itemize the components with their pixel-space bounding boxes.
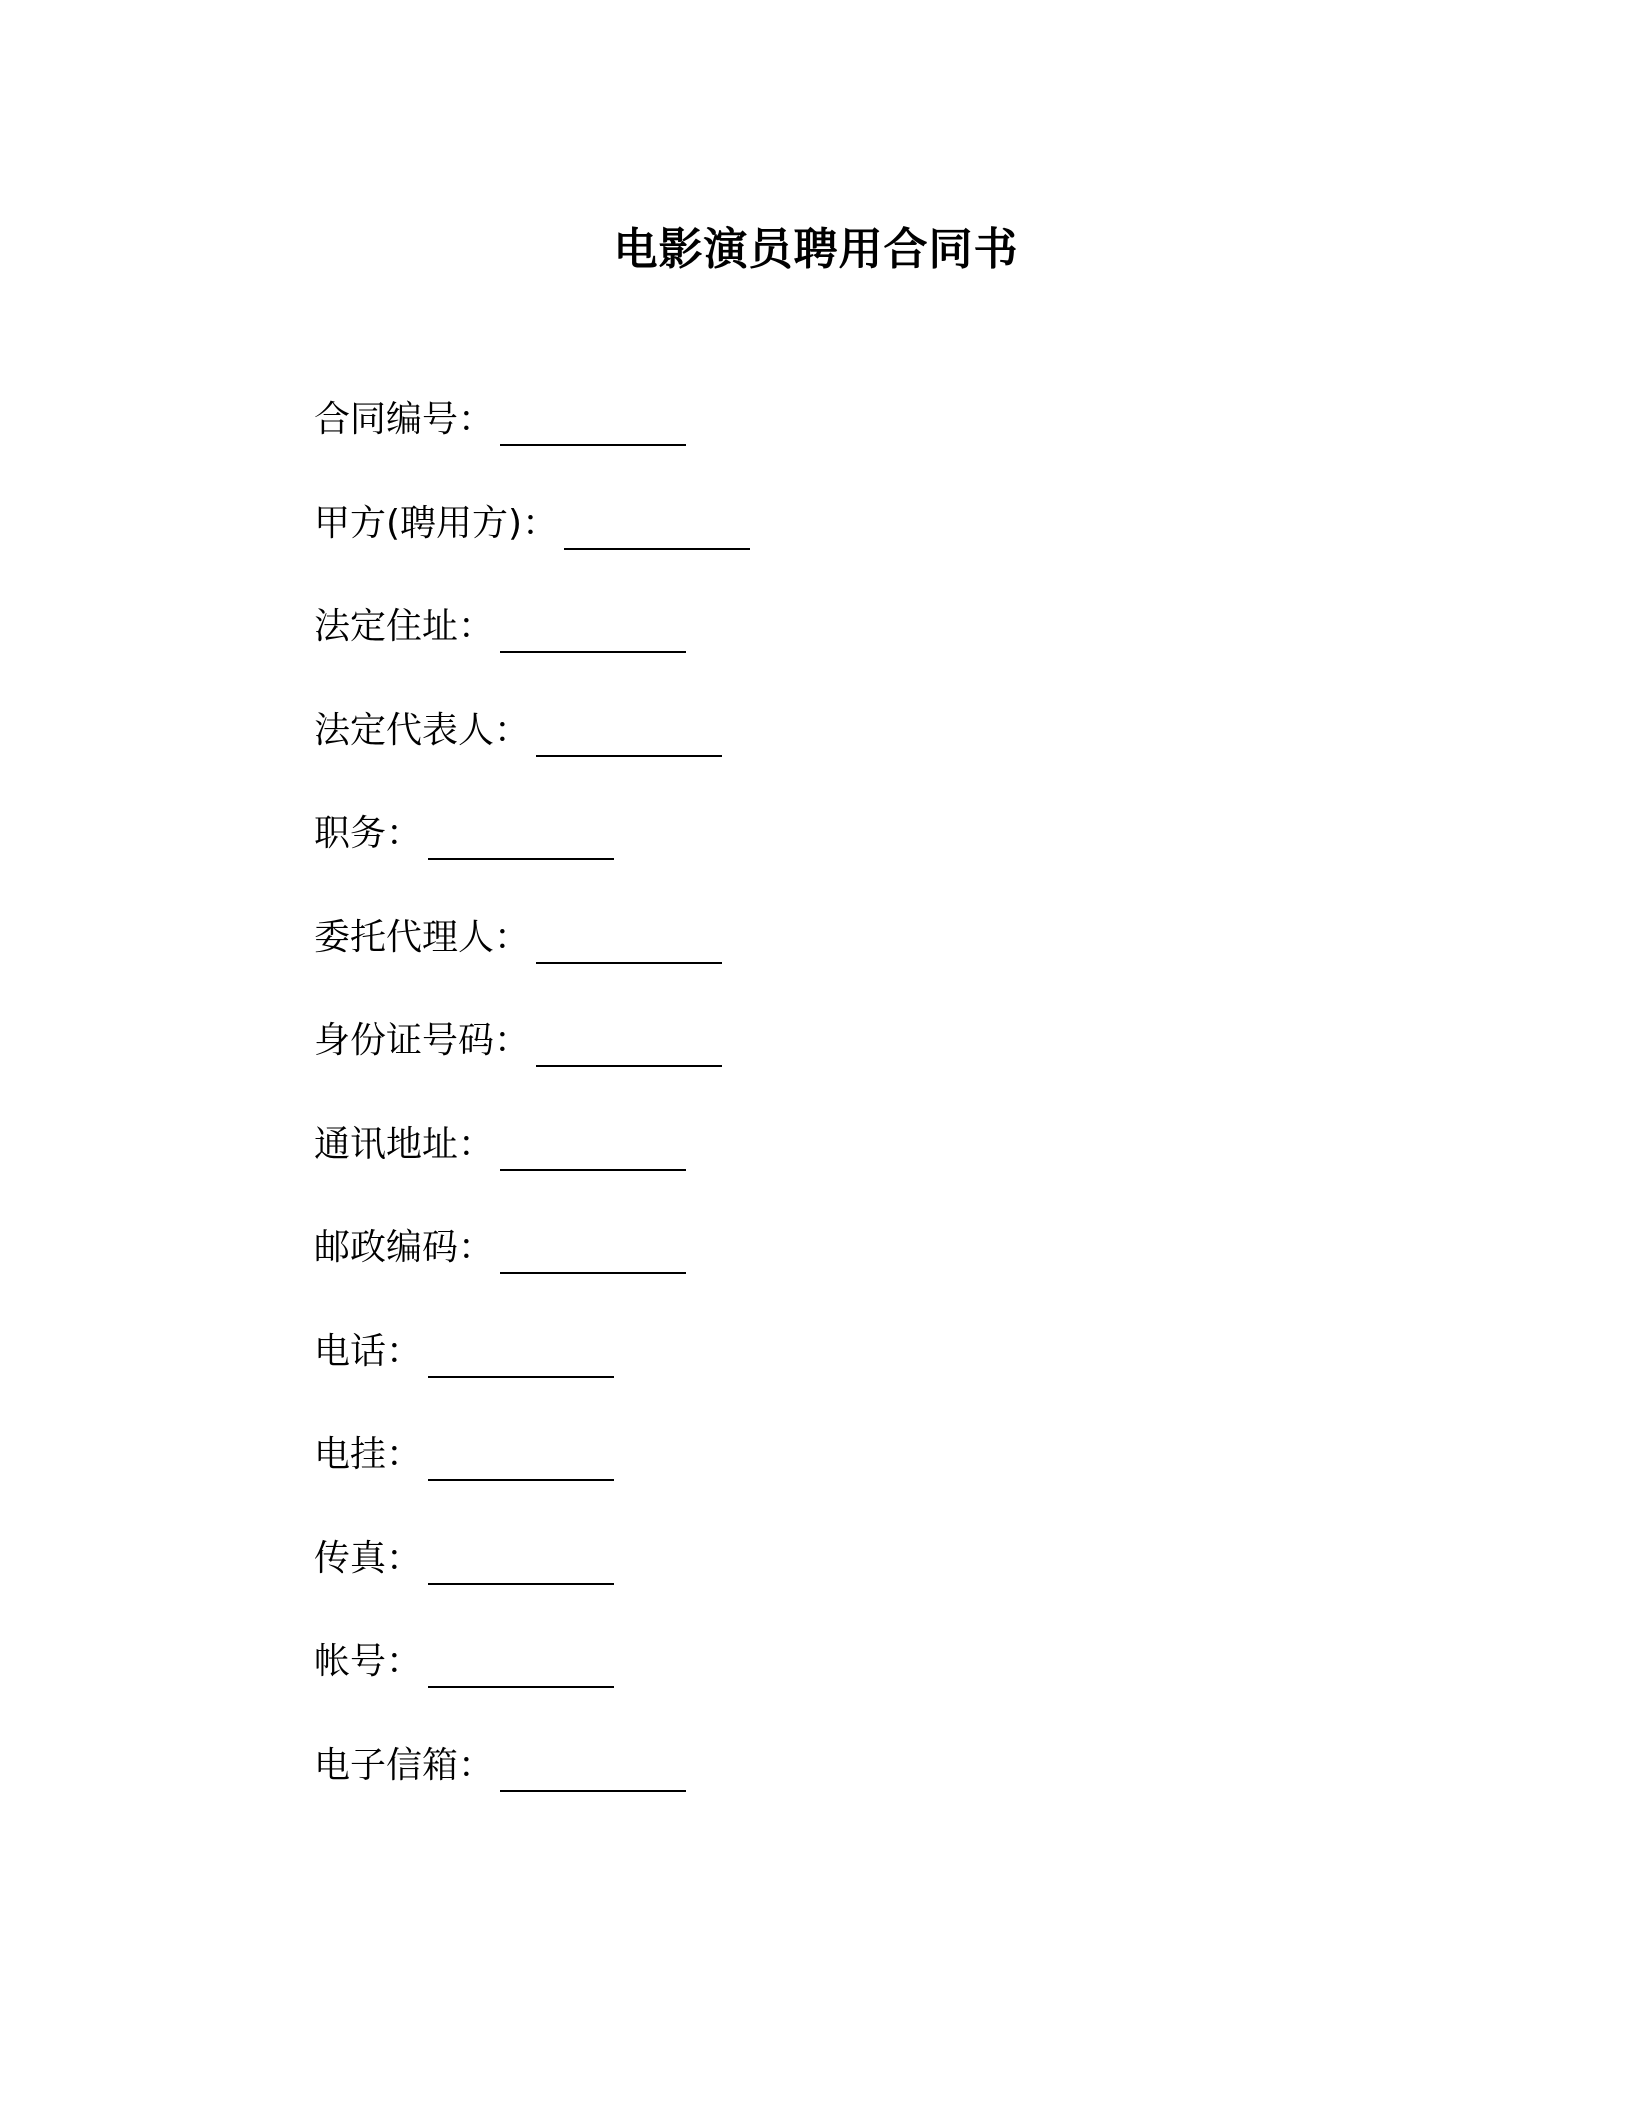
blank-line[interactable] <box>500 1117 686 1171</box>
blank-line[interactable] <box>428 1531 614 1585</box>
field-email <box>314 1738 750 1842</box>
field-label: 合同编号： <box>314 399 495 440</box>
blank-line[interactable] <box>500 1738 686 1792</box>
field-label: 委托代理人： <box>314 916 531 958</box>
document-title: 电影演员聘用合同书 <box>613 224 1019 275</box>
field-label: 电子信箱： <box>314 1744 495 1786</box>
field-postal-code <box>314 1220 750 1324</box>
field-label: 法定代表人： <box>314 709 531 751</box>
field-label: 传真： <box>314 1537 423 1579</box>
contract-fields-list <box>314 392 750 1841</box>
field-legal-address <box>314 599 750 703</box>
field-label: 职务： <box>314 813 423 854</box>
field-label: 通讯地址： <box>314 1123 495 1165</box>
blank-line[interactable] <box>500 392 686 446</box>
field-legal-representative <box>314 703 750 807</box>
blank-line[interactable] <box>500 599 686 653</box>
field-label: 电话： <box>314 1330 423 1372</box>
field-position <box>314 806 750 910</box>
blank-line[interactable] <box>564 496 750 550</box>
blank-line[interactable] <box>500 1220 686 1274</box>
field-telegraph <box>314 1427 750 1531</box>
field-party-a <box>314 496 750 600</box>
field-label: 甲方(聘用方)： <box>314 502 559 544</box>
blank-line[interactable] <box>428 1634 614 1688</box>
blank-line[interactable] <box>536 1013 722 1067</box>
field-account <box>314 1634 750 1738</box>
blank-line[interactable] <box>428 806 614 860</box>
field-mailing-address <box>314 1117 750 1221</box>
field-id-number <box>314 1013 750 1117</box>
blank-line[interactable] <box>428 1427 614 1481</box>
field-contract-number <box>314 392 750 496</box>
field-label: 身份证号码： <box>314 1020 531 1061</box>
field-label: 帐号： <box>314 1641 423 1682</box>
field-authorized-agent <box>314 910 750 1014</box>
field-fax <box>314 1531 750 1635</box>
field-label: 电挂： <box>314 1434 423 1475</box>
field-phone <box>314 1324 750 1428</box>
blank-line[interactable] <box>536 910 722 964</box>
field-label: 法定住址： <box>314 606 495 647</box>
field-label: 邮政编码： <box>314 1227 495 1268</box>
blank-line[interactable] <box>428 1324 614 1378</box>
blank-line[interactable] <box>536 703 722 757</box>
